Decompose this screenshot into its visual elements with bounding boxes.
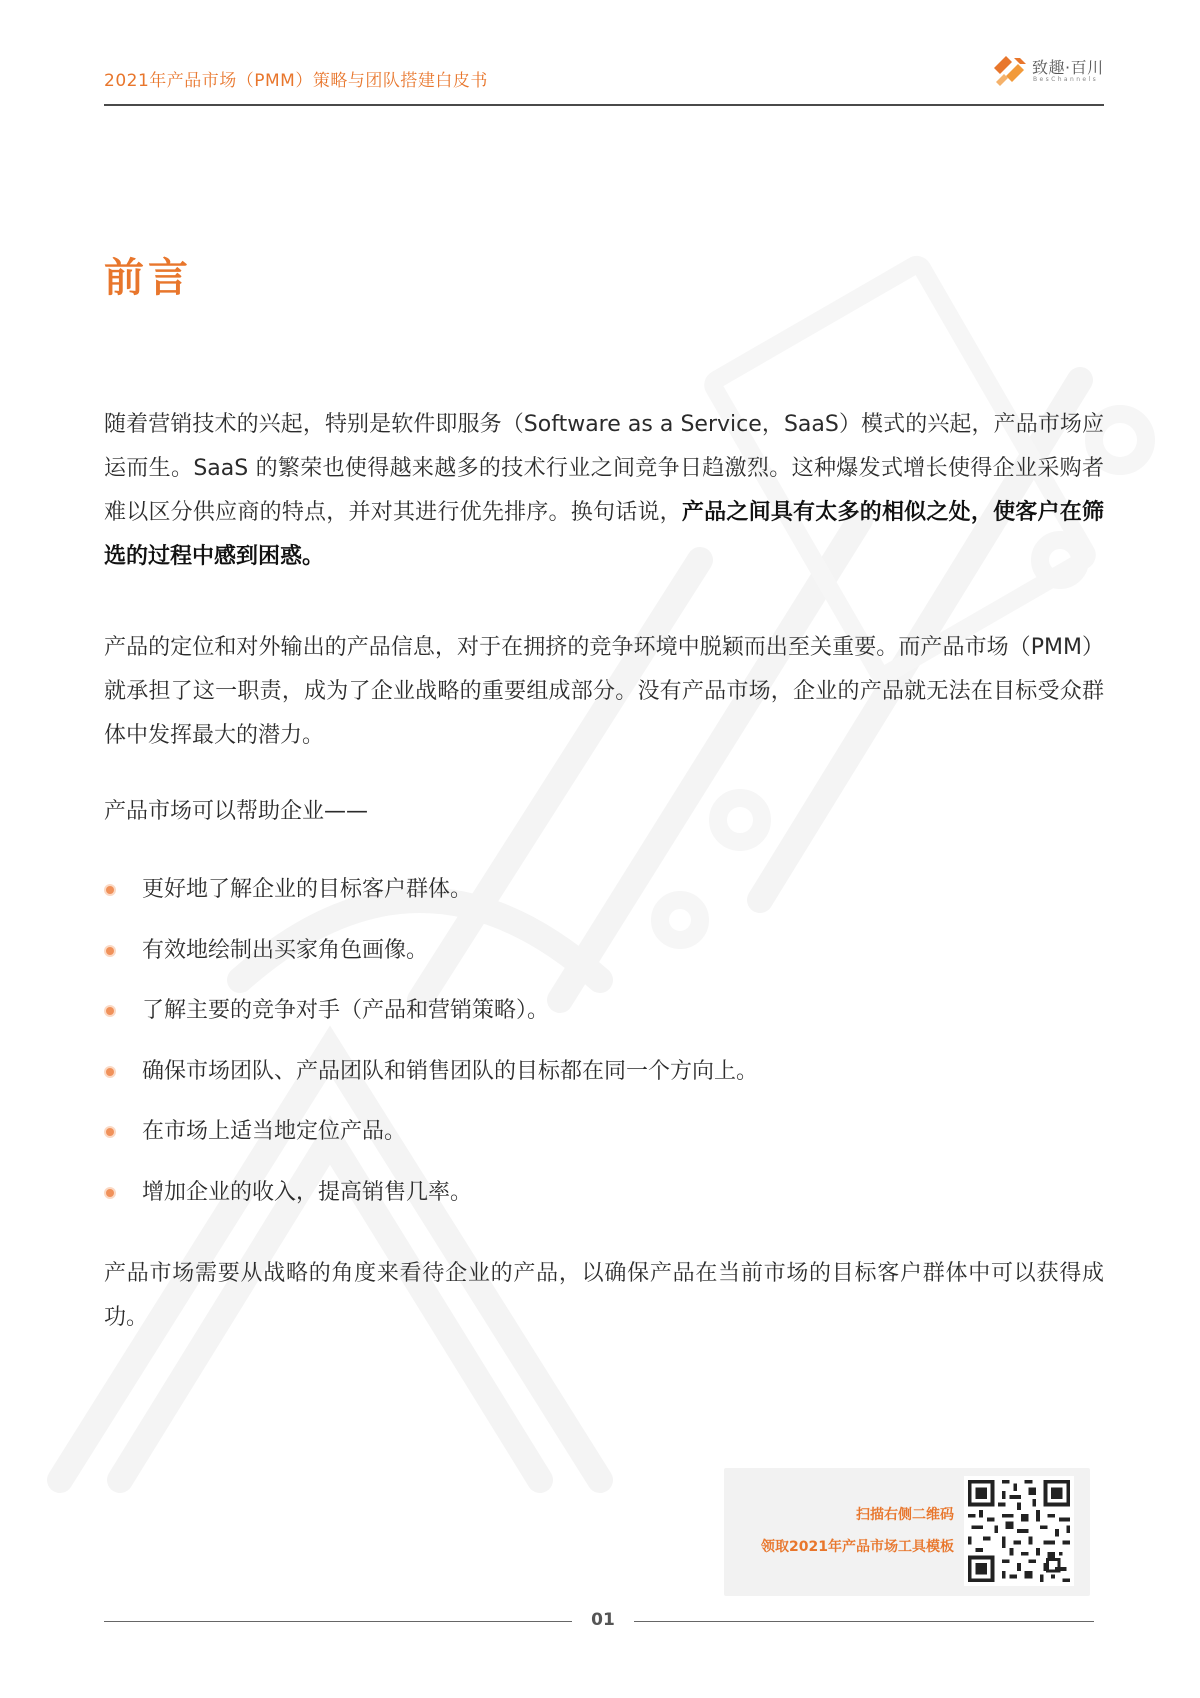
list-item-text: 确保市场团队、产品团队和销售团队的目标都在同一个方向上。	[142, 1058, 759, 1084]
intro-text: 随着营销技术的兴起，特别是软件即服务（Software as a Service，SaaS）模式的兴起，产品市场应运而生。SaaS 的繁荣也使得越来越多的技术行业之间竞争日趋激烈。这种爆发式增长使得企业采购者难以区分供应商的特点，并对其进行优先排序。换句话说，	[104, 412, 1104, 525]
bullet-dot-icon	[106, 1007, 114, 1015]
footer-divider-left	[104, 1621, 572, 1622]
bullet-dot-icon	[106, 1068, 114, 1076]
brand-logo	[992, 52, 1104, 92]
brand-name-cn: 致趣·百川	[1032, 58, 1104, 77]
bullet-dot-icon	[106, 886, 114, 894]
benefits-intro: 产品市场可以帮助企业——	[104, 799, 369, 824]
list-item-text: 有效地绘制出买家角色画像。	[142, 937, 429, 963]
header-divider	[104, 104, 1104, 106]
intro-paragraph	[104, 403, 1104, 579]
list-item	[104, 989, 758, 1050]
strategy-paragraph: 产品市场需要从战略的角度来看待企业的产品，以确保产品在当前市场的目标客户群体中可以获得成功。	[104, 1261, 1104, 1330]
qr-promo-line1: 扫描右侧二维码	[856, 1507, 954, 1523]
bullet-dot-icon	[106, 1189, 114, 1197]
bullet-dot-icon	[106, 1128, 114, 1136]
intro-emphasis: 产品之间具有太多的相似之处，使客户在筛选的过程中感到困惑。	[104, 500, 1104, 569]
page-number: 01	[591, 1610, 615, 1630]
list-item	[104, 1110, 758, 1171]
brand-logo-icon	[992, 54, 1028, 90]
positioning-paragraph: 产品的定位和对外输出的产品信息，对于在拥挤的竞争环境中脱颖而出至关重要。而产品市场（PMM）就承担了这一职责，成为了企业战略的重要组成部分。没有产品市场，企业的产品就无法在目标受众群体中发挥最大的潜力。	[104, 635, 1104, 748]
list-item	[104, 929, 758, 990]
list-item	[104, 868, 758, 929]
brand-name-en: BesChannels	[1033, 76, 1099, 83]
list-item	[104, 1050, 758, 1111]
list-item-text: 更好地了解企业的目标客户群体。	[142, 877, 473, 902]
list-item-text: 增加企业的收入，提高销售几率。	[142, 1179, 473, 1205]
document-title: 2021年产品市场（PMM）策略与团队搭建白皮书	[104, 71, 488, 91]
qr-code-icon[interactable]	[964, 1476, 1074, 1586]
benefits-list	[104, 868, 758, 1231]
qr-promo-card[interactable]	[724, 1468, 1090, 1596]
footer-divider-right	[634, 1621, 1094, 1622]
list-item-text: 了解主要的竞争对手（产品和营销策略）。	[142, 998, 550, 1023]
list-item	[104, 1171, 758, 1232]
qr-promo-line2: 领取2021年产品市场工具模板	[761, 1539, 954, 1555]
bullet-dot-icon	[106, 947, 114, 955]
page-title: 前言	[104, 255, 192, 301]
list-item-text: 在市场上适当地定位产品。	[142, 1119, 407, 1144]
